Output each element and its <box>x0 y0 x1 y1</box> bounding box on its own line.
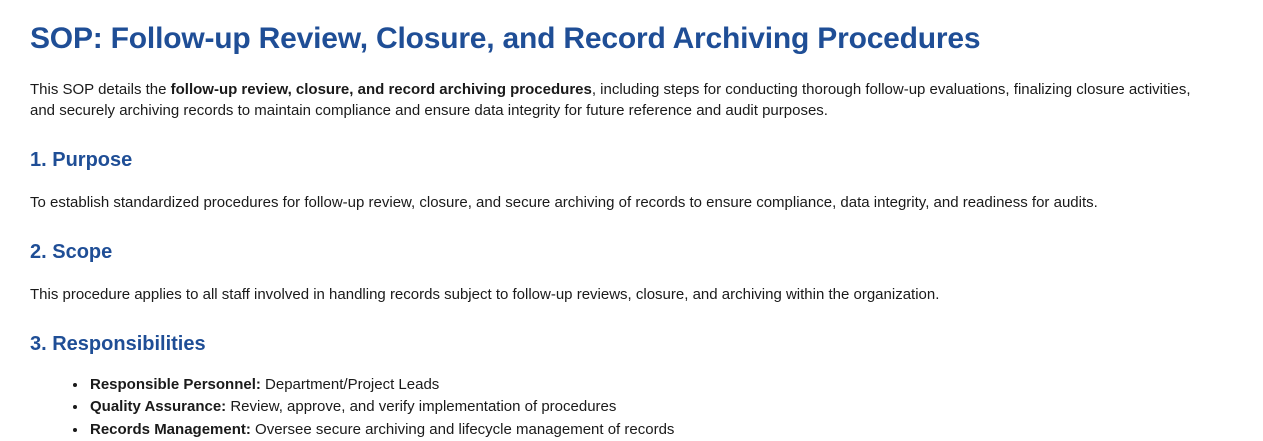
section-body-scope: This procedure applies to all staff involved in handling records subject to follow-up reviews, closure, and archiving within the organization. <box>30 284 1233 306</box>
responsibility-role: Quality Assurance: <box>90 398 226 415</box>
responsibility-role: Responsible Personnel: <box>90 376 261 393</box>
section-heading-scope: 2. Scope <box>30 240 1233 264</box>
list-item <box>88 396 1233 419</box>
section-heading-responsibilities: 3. Responsibilities <box>30 332 1233 356</box>
responsibilities-list <box>30 374 1233 441</box>
responsibility-role: Records Management: <box>90 421 251 438</box>
responsibility-detail: Review, approve, and verify implementation of procedures <box>226 398 616 415</box>
section-heading-purpose: 1. Purpose <box>30 148 1233 172</box>
intro-paragraph <box>30 79 1210 123</box>
responsibility-detail: Oversee secure archiving and lifecycle management of records <box>251 421 675 438</box>
page-title: SOP: Follow-up Review, Closure, and Record Archiving Procedures <box>30 22 1233 57</box>
intro-rest: , including steps for conducting thorough follow-up evaluations, finalizing closure activities, and securely archiving records to maintain compliance and ensure data integrity for future reference and audit purposes. <box>30 81 1191 120</box>
list-item <box>88 419 1233 441</box>
intro-lead: This SOP details the <box>30 81 171 98</box>
list-item <box>88 374 1233 397</box>
intro-bold-phrase: follow-up review, closure, and record archiving procedures <box>171 81 592 98</box>
responsibility-detail: Department/Project Leads <box>261 376 439 393</box>
section-body-purpose: To establish standardized procedures for follow-up review, closure, and secure archiving of records to ensure compliance, data integrity, and readiness for audits. <box>30 192 1233 214</box>
